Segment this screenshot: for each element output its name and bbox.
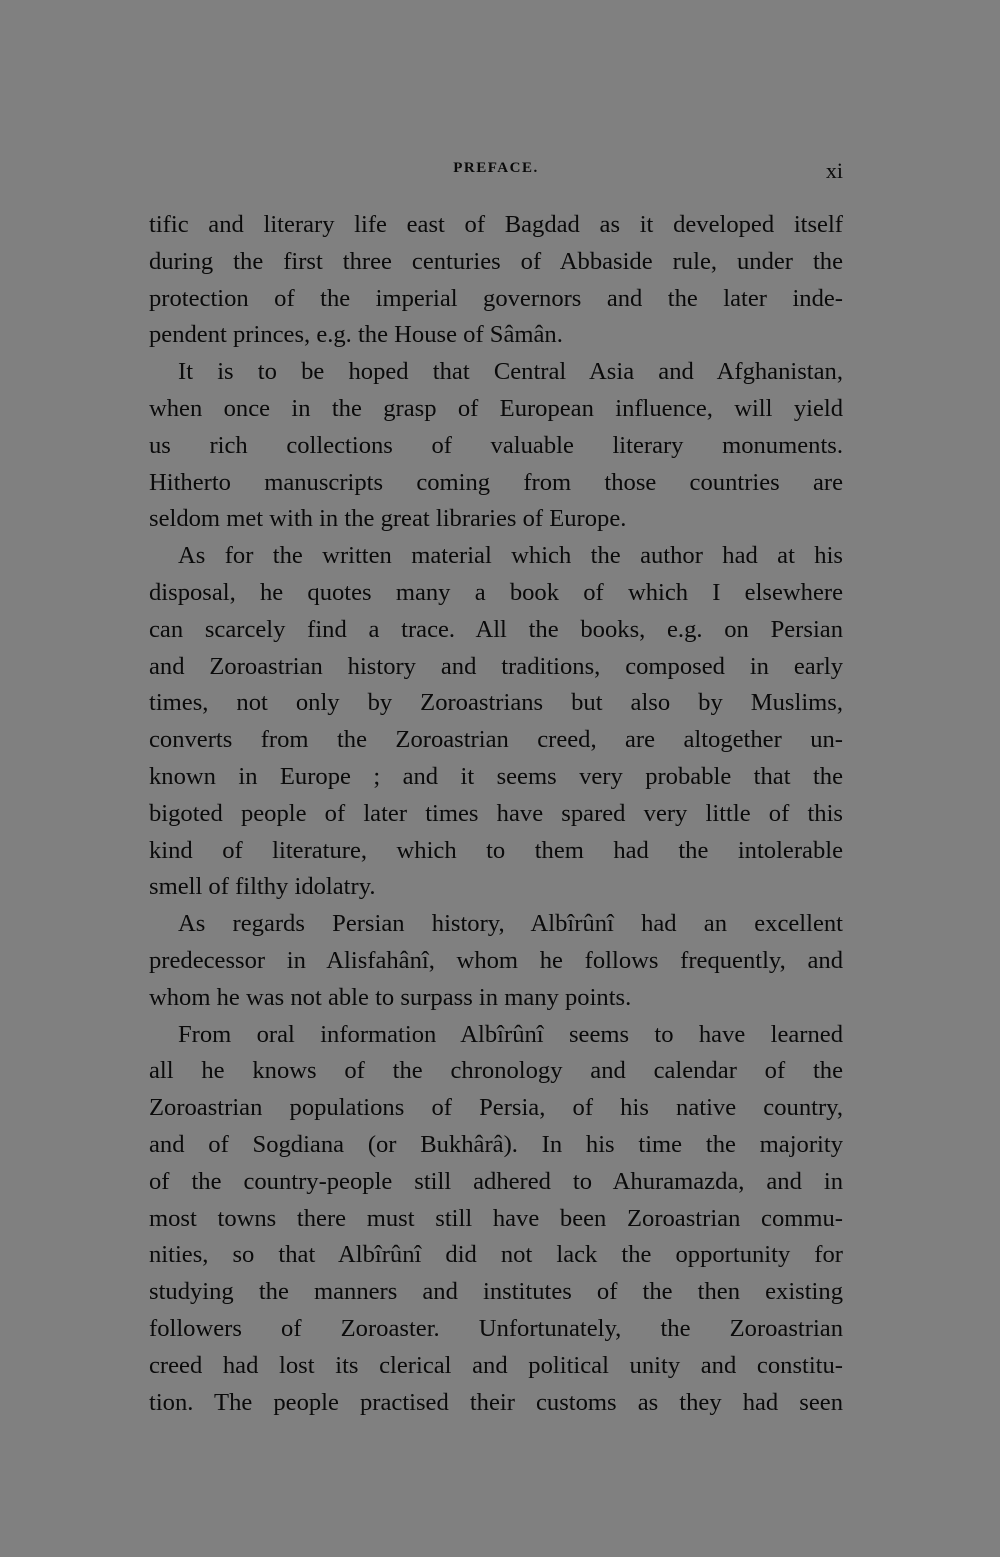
text-line: tific and literary life east of Bagdad as it developed itself [149,211,843,238]
text-line: creed had lost its clerical and political unity and constitu- [149,1351,843,1379]
text-line: converts from the Zoroastrian creed, are altogether un- [149,726,843,754]
text-line: Zoroastrian populations of Persia, of his native country, [149,1094,843,1122]
text-line: times, not only by Zoroastrians but also by Muslims, [149,689,843,717]
text-line: smell of filthy idolatry. [149,873,376,901]
text-line: followers of Zoroaster. Unfortunately, the Zoroastrian [149,1314,843,1342]
text-line: of the country-people still adhered to Ahuramazda, and in [149,1167,843,1195]
text-line: and of Sogdiana (or Bukhârâ). In his time the majority [149,1130,843,1158]
page-header [149,158,843,188]
text-line: can scarcely find a trace. All the books, e.g. on Persian [149,615,843,643]
text-line: From oral information Albîrûnî seems to have learned [178,1020,843,1048]
text-line: bigoted people of later times have spared very little of this [149,799,843,827]
text-line: kind of literature, which to them had the intolerable [149,836,843,864]
text-line: whom he was not able to surpass in many points. [149,983,632,1011]
text-line: nities, so that Albîrûnî did not lack the opportunity for [149,1241,843,1269]
text-line: disposal, he quotes many a book of which I elsewhere [149,578,843,606]
text-line: As regards Persian history, Albîrûnî had an excellent [178,910,843,938]
text-line: studying the manners and institutes of the then existing [149,1278,843,1306]
text-line: when once in the grasp of European influence, will yield [149,394,843,422]
body-text [149,207,843,1421]
text-line: most towns there must still have been Zoroastrian commu- [149,1204,843,1232]
page-number: xi [825,158,843,183]
text-line: seldom met with in the great libraries of Europe. [149,505,627,533]
text-line: us rich collections of valuable literary monuments. [149,431,843,459]
text-line: and Zoroastrian history and traditions, composed in early [149,652,843,680]
running-head: PREFACE. [453,160,539,176]
text-line: all he knows of the chronology and calendar of the [149,1057,843,1085]
text-line: protection of the imperial governors and the later inde- [149,284,843,312]
text-line: during the first three centuries of Abbaside rule, under the [149,247,843,275]
text-line: It is to be hoped that Central Asia and Afghanistan, [178,358,843,386]
text-line: Hitherto manuscripts coming from those countries are [149,468,843,496]
text-line: As for the written material which the author had at his [178,542,843,570]
text-line: predecessor in Alisfahânî, whom he follows frequently, and [149,946,843,974]
text-line: known in Europe ; and it seems very probable that the [149,762,843,790]
text-line: pendent princes, e.g. the House of Sâmân. [149,321,563,349]
text-line: tion. The people practised their customs as they had seen [149,1388,843,1416]
